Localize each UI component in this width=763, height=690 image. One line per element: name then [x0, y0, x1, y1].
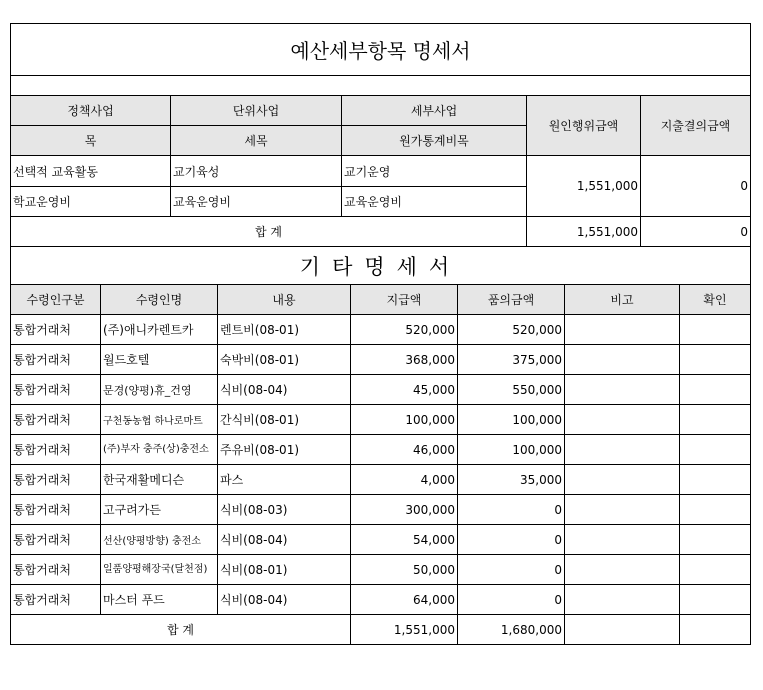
row-confirm [680, 555, 751, 585]
row-confirm [680, 585, 751, 615]
row-note [565, 525, 680, 555]
table-row [11, 435, 751, 465]
etc-total-label: 합 계 [11, 615, 351, 645]
header-policy: 정책사업 [11, 96, 171, 126]
row-name: 한국재활메디슨 [101, 465, 218, 495]
etc-header-confirm: 확인 [680, 285, 751, 315]
row-requested: 0 [458, 495, 565, 525]
row-confirm [680, 345, 751, 375]
etc-header-requested: 품의금액 [458, 285, 565, 315]
row-paid: 368,000 [351, 345, 458, 375]
row-note [565, 375, 680, 405]
row-type: 통합거래처 [11, 585, 101, 615]
table-row [11, 465, 751, 495]
row-name: 월드호텔 [101, 345, 218, 375]
row-note [565, 495, 680, 525]
row-note [565, 435, 680, 465]
row-confirm [680, 435, 751, 465]
row-paid: 46,000 [351, 435, 458, 465]
etc-title: 기타명세서 [11, 247, 751, 285]
row-content: 숙박비(08-01) [218, 345, 351, 375]
table-row [11, 495, 751, 525]
row-note [565, 345, 680, 375]
budget-title: 예산세부항목 명세서 [11, 24, 751, 76]
row-content: 식비(08-04) [218, 525, 351, 555]
row-type: 통합거래처 [11, 495, 101, 525]
row-content: 파스 [218, 465, 351, 495]
row-confirm [680, 525, 751, 555]
row-name: 고구려가든 [101, 495, 218, 525]
row-requested: 550,000 [458, 375, 565, 405]
row-paid: 100,000 [351, 405, 458, 435]
row-confirm [680, 465, 751, 495]
row-content: 간식비(08-01) [218, 405, 351, 435]
row-requested: 100,000 [458, 405, 565, 435]
row-requested: 375,000 [458, 345, 565, 375]
header-detail: 세부사업 [342, 96, 527, 126]
row-note [565, 465, 680, 495]
expense-value: 0 [641, 156, 751, 217]
row-name: (주)애니카렌트카 [101, 315, 218, 345]
row-type: 통합거래처 [11, 465, 101, 495]
row-requested: 0 [458, 555, 565, 585]
row-type: 통합거래처 [11, 375, 101, 405]
row-name: 구천동농협 하나로마트 [101, 405, 218, 435]
row-requested: 0 [458, 525, 565, 555]
row-type: 통합거래처 [11, 345, 101, 375]
table-row [11, 405, 751, 435]
document [10, 23, 750, 647]
header-unit: 단위사업 [171, 96, 342, 126]
row-type: 통합거래처 [11, 435, 101, 465]
row-name: 일품양평해장국(달천점) [101, 555, 218, 585]
row-content: 식비(08-04) [218, 585, 351, 615]
row-paid: 4,000 [351, 465, 458, 495]
row-confirm [680, 405, 751, 435]
row-paid: 54,000 [351, 525, 458, 555]
row-note [565, 555, 680, 585]
row-paid: 300,000 [351, 495, 458, 525]
row-type: 통합거래처 [11, 315, 101, 345]
row-note [565, 405, 680, 435]
header-authorized-amount: 원인행위금액 [527, 96, 641, 156]
table-row [11, 555, 751, 585]
etc-total-confirm [680, 615, 751, 645]
table-row [11, 345, 751, 375]
spacer-row [11, 76, 751, 96]
row-paid: 520,000 [351, 315, 458, 345]
etc-header-type: 수령인구분 [11, 285, 101, 315]
etc-table [10, 284, 751, 645]
etc-total-note [565, 615, 680, 645]
row-paid: 64,000 [351, 585, 458, 615]
budget-total-authorized: 1,551,000 [527, 217, 641, 247]
row-content: 식비(08-01) [218, 555, 351, 585]
table-row [11, 525, 751, 555]
sub-article-value: 교육운영비 [171, 187, 342, 217]
etc-header-note: 비고 [565, 285, 680, 315]
row-content: 식비(08-03) [218, 495, 351, 525]
row-name: 선산(양평방향) 충전소 [101, 525, 218, 555]
row-name: 문경(양평)휴_건영 [101, 375, 218, 405]
row-confirm [680, 375, 751, 405]
row-confirm [680, 315, 751, 345]
table-row [11, 585, 751, 615]
budget-table [10, 23, 751, 285]
etc-total-paid: 1,551,000 [351, 615, 458, 645]
etc-header-name: 수령인명 [101, 285, 218, 315]
row-paid: 50,000 [351, 555, 458, 585]
row-name: (주)부자 충주(상)충전소 [101, 435, 218, 465]
row-requested: 0 [458, 585, 565, 615]
etc-header-content: 내용 [218, 285, 351, 315]
unit-value: 교기육성 [171, 156, 342, 187]
article-value: 학교운영비 [11, 187, 171, 217]
row-content: 식비(08-04) [218, 375, 351, 405]
row-paid: 45,000 [351, 375, 458, 405]
header-sub-article: 세목 [171, 126, 342, 156]
row-requested: 35,000 [458, 465, 565, 495]
row-type: 통합거래처 [11, 405, 101, 435]
detail-value: 교기운영 [342, 156, 527, 187]
etc-header-paid: 지급액 [351, 285, 458, 315]
cost-account-value: 교육운영비 [342, 187, 527, 217]
etc-total-requested: 1,680,000 [458, 615, 565, 645]
row-requested: 520,000 [458, 315, 565, 345]
row-note [565, 315, 680, 345]
policy-value: 선택적 교육활동 [11, 156, 171, 187]
header-expense-amount: 지출결의금액 [641, 96, 751, 156]
row-confirm [680, 495, 751, 525]
authorized-value: 1,551,000 [527, 156, 641, 217]
table-row [11, 315, 751, 345]
row-type: 통합거래처 [11, 525, 101, 555]
budget-total-label: 합 계 [11, 217, 527, 247]
table-row [11, 375, 751, 405]
header-cost-account: 원가통계비목 [342, 126, 527, 156]
row-type: 통합거래처 [11, 555, 101, 585]
row-content: 주유비(08-01) [218, 435, 351, 465]
budget-total-expense: 0 [641, 217, 751, 247]
row-content: 렌트비(08-01) [218, 315, 351, 345]
row-note [565, 585, 680, 615]
header-article: 목 [11, 126, 171, 156]
row-requested: 100,000 [458, 435, 565, 465]
row-name: 마스터 푸드 [101, 585, 218, 615]
